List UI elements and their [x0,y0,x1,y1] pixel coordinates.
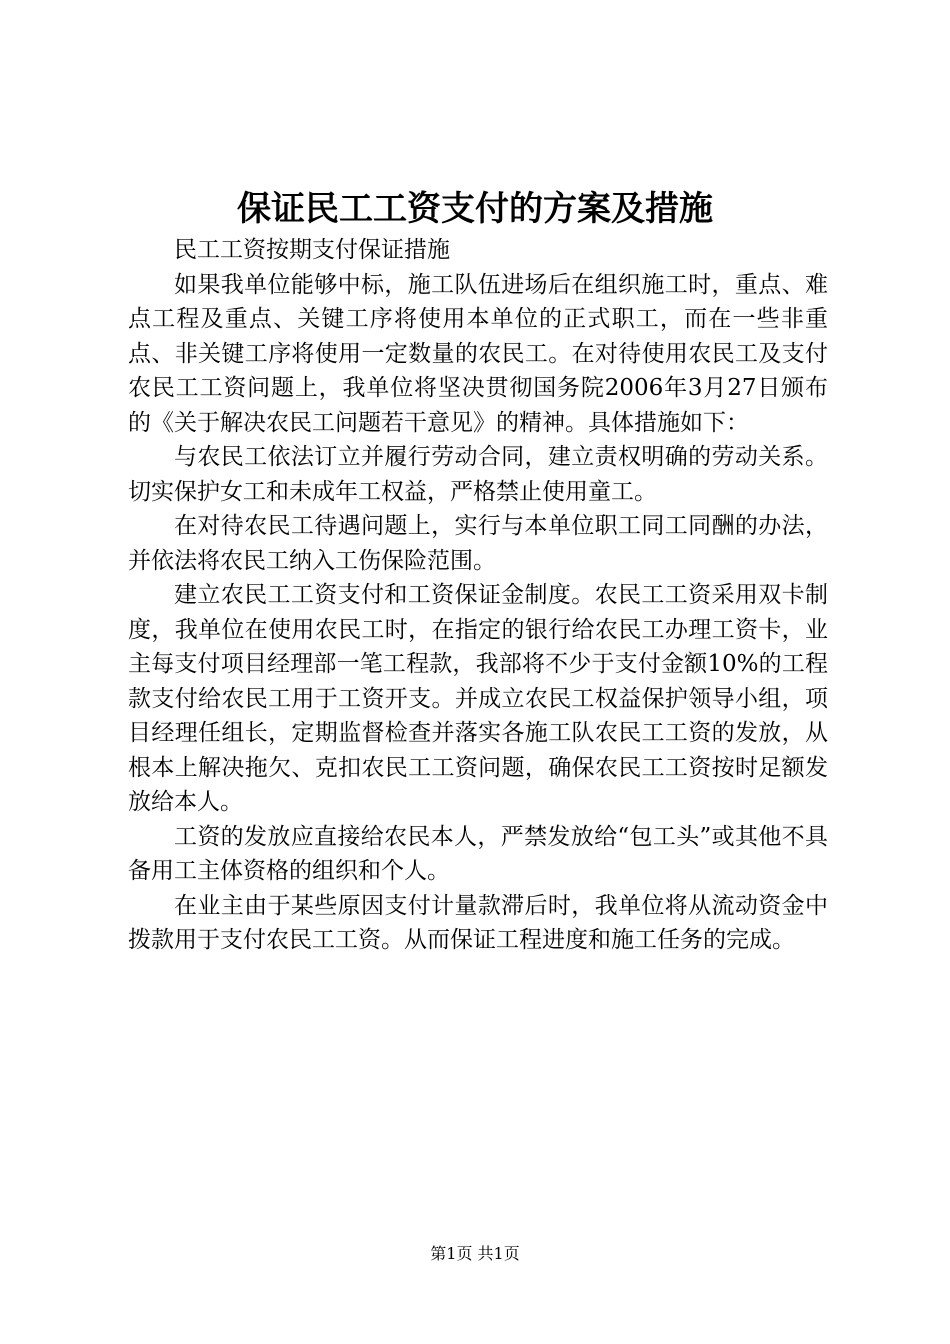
paragraph-wage-system: 建立农民工工资支付和工资保证金制度。农民工工资采用双卡制度，我单位在使用农民工时，在指定的银行给农民工办理工资卡，业主每支付项目经理部一笔工程款，我部将不少于支付金额10%的工程款支付给农民工用于工资开支。并成立农民工权益保护领导小组，项目经理任组长，定期监督检查并落实各施工队农民工工资的发放，从根本上解决拖欠、克扣农民工工资问题，确保农民工工资按时足额发放给本人。 [128,582,828,815]
paragraph-labor-contract: 与农民工依法订立并履行劳动合同，建立责权明确的劳动关系。切实保护女工和未成年工权益，严格禁止使用童工。 [128,444,828,505]
paragraph-direct-payment: 工资的发放应直接给农民本人，严禁发放给“包工头”或其他不具备用工主体资格的组织和个人。 [128,823,828,884]
document-title: 保证民工工资支付的方案及措施 [237,189,713,229]
paragraph-intro: 如果我单位能够中标，施工队伍进场后在组织施工时，重点、难点工程及重点、关键工序将使用本单位的正式职工，而在一些非重点、非关键工序将使用一定数量的农民工。在对待使用农民工及支付农民工工资问题上，我单位将坚决贯彻国务院2006年3月27日颁布的《关于解决农民工问题若干意见》的精神。具体措施如下： [128,271,828,436]
section-heading: 民工工资按期支付保证措施 [174,237,450,263]
paragraph-fund-advance: 在业主由于某些原因支付计量款滞后时，我单位将从流动资金中拨款用于支付农民工工资。从而保证工程进度和施工任务的完成。 [128,892,828,953]
paragraph-equal-pay: 在对待农民工待遇问题上，实行与本单位职工同工同酬的办法，并依法将农民工纳入工伤保险范围。 [128,513,828,574]
document-body [128,233,828,958]
page-footer: 第1页 共1页 [430,1244,520,1263]
